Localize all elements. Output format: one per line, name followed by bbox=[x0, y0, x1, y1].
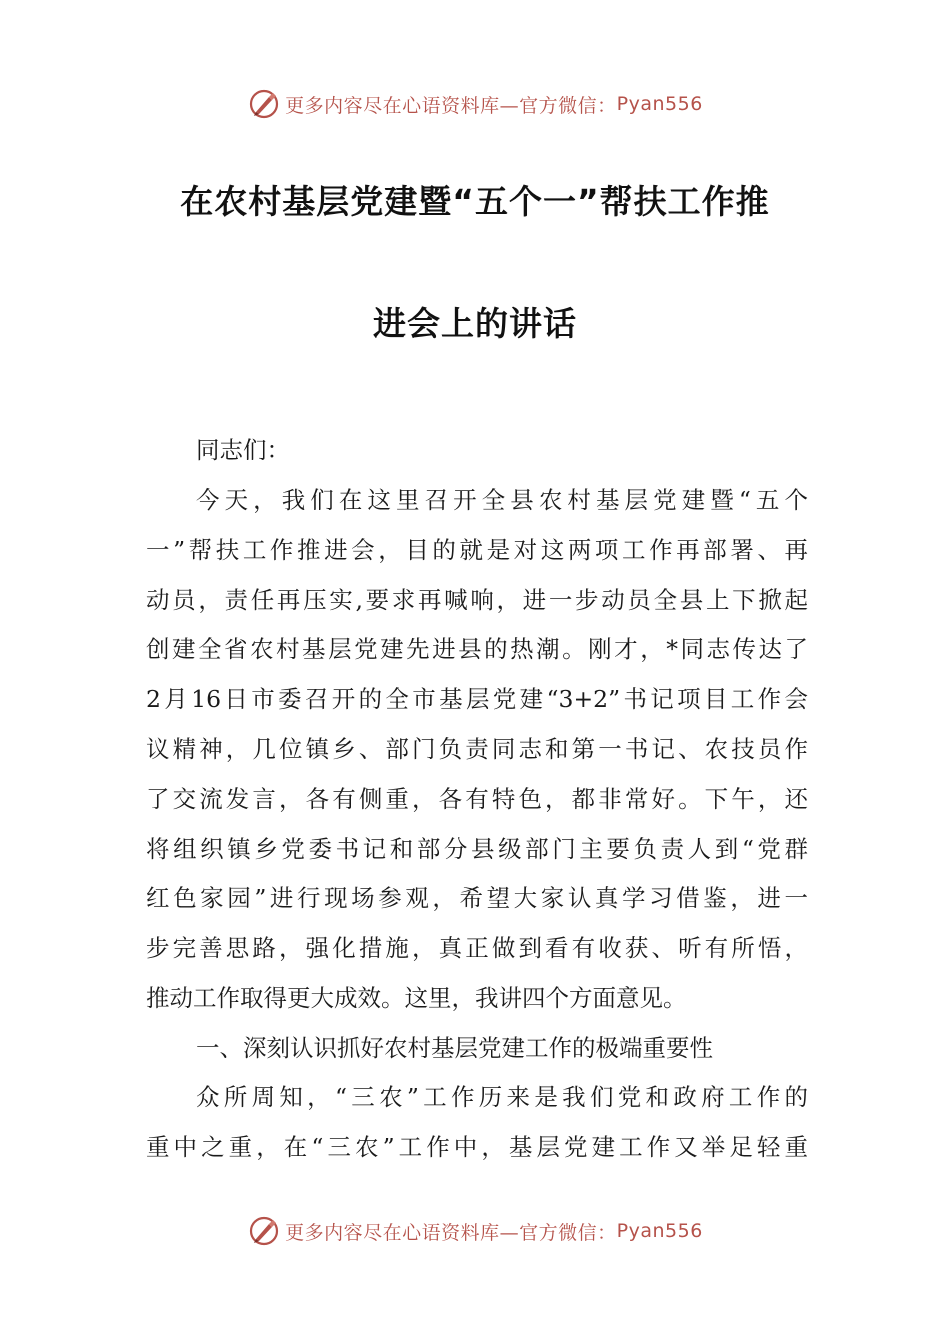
body-line: 众所周知，“三农”工作历来是我们党和政府工作的 bbox=[196, 1083, 808, 1111]
document-title-line-1: 在农村基层党建暨“五个一”帮扶工作推 bbox=[180, 182, 770, 221]
body-line: 2月16日市委召开的全市基层党建“3+2”书记项目工作会 bbox=[146, 685, 808, 713]
body-line: 动员，责任再压实,要求再喊响，进一步动员全县上下掀起 bbox=[146, 586, 808, 614]
body-line: 重中之重，在“三农”工作中，基层党建工作又举足轻重 bbox=[146, 1133, 808, 1161]
watermark-handle: Pyan556 bbox=[616, 1220, 703, 1242]
body-line: 推动工作取得更大成效。这里，我讲四个方面意见。 bbox=[146, 984, 687, 1012]
watermark-handle: Pyan556 bbox=[616, 93, 703, 115]
watermark-text: 更多内容尽在心语资料库—官方微信： bbox=[285, 1221, 617, 1244]
watermark-text: 更多内容尽在心语资料库—官方微信： bbox=[285, 94, 617, 117]
body-line: 红色家园”进行现场参观，希望大家认真学习借鉴，进一 bbox=[146, 884, 808, 912]
watermark-footer bbox=[0, 1211, 950, 1251]
body-line: 了交流发言，各有侧重，各有特色，都非常好。下午，还 bbox=[146, 785, 808, 813]
body-line: 今天，我们在这里召开全县农村基层党建暨“五个 bbox=[196, 486, 808, 514]
watermark-header bbox=[0, 84, 950, 124]
document-title-line-2: 进会上的讲话 bbox=[373, 304, 577, 343]
body-line: 议精神，几位镇乡、部门负责同志和第一书记、农技员作 bbox=[146, 735, 808, 763]
body-line: 将组织镇乡党委书记和部分县级部门主要负责人到“党群 bbox=[146, 835, 808, 863]
section-heading: 一、深刻认识抓好农村基层党建工作的极端重要性 bbox=[196, 1034, 713, 1062]
body-line: 一”帮扶工作推进会，目的就是对这两项工作再部署、再 bbox=[146, 536, 808, 564]
pen-logo-icon bbox=[247, 87, 281, 121]
salutation: 同志们： bbox=[196, 436, 290, 464]
pen-logo-icon bbox=[247, 1214, 281, 1248]
body-line: 步完善思路，强化措施，真正做到看有收获、听有所悟， bbox=[146, 934, 808, 962]
body-line: 创建全省农村基层党建先进县的热潮。刚才，*同志传达了 bbox=[146, 635, 808, 663]
